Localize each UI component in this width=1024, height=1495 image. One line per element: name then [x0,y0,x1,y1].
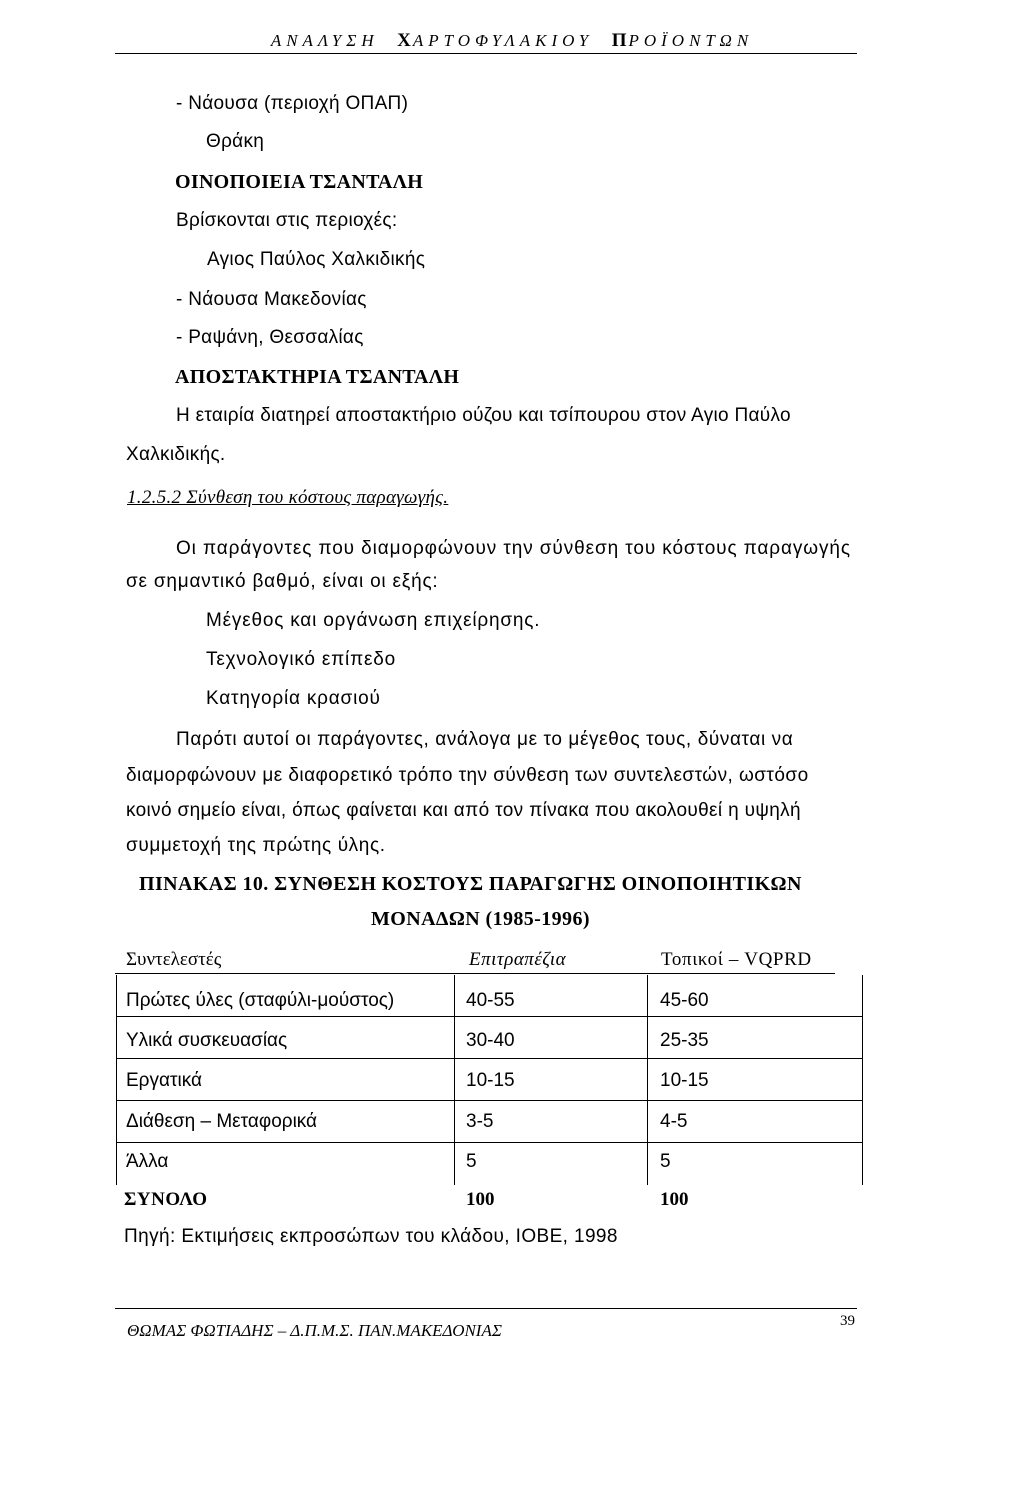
heading-apostaktiria: ΑΠΟΣΤΑΚΤΗΡΙΑ ΤΣΑΝΤΑΛΗ [175,366,460,388]
footer-author: ΘΩΜΑΣ ΦΩΤΙΑΔΗΣ – Δ.Π.Μ.Σ. ΠΑΝ.ΜΑΚΕΔΟΝΙΑΣ [127,1321,502,1340]
table-cell: 5 [660,1151,671,1172]
table-cell: 5 [466,1151,477,1172]
running-header-word3: ΡΟΪΟΝΤΩΝ [628,31,754,50]
table-cell: 45-60 [660,990,709,1011]
heading-tsantali: ΟΙΝΟΠΟΙΕΙΑ ΤΣΑΝΤΑΛΗ [175,171,424,193]
table-title-line2: ΜΟΝΑΔΩΝ (1985-1996) [371,908,590,930]
running-header [0,30,1024,52]
page-number: 39 [840,1313,855,1329]
para-apostaktirio-line1: Η εταιρία διατηρεί αποστακτήριο ούζου και τσίπουρου στον Αγιο Παύλο [176,405,791,426]
line-naousa-opap: - Νάουσα (περιοχή ΟΠΑΠ) [176,93,409,114]
table-header-local-vqprd: Τοπικοί – VQPRD [661,949,812,970]
line-thraki: Θράκη [206,131,265,152]
para-despite-line1: Παρότι αυτοί οι παράγοντες, ανάλογα με το μέγεθος τους, δύναται να [176,729,794,750]
line-found-in: Βρίσκονται στις περιοχές: [176,210,398,231]
section-heading: 1.2.5.2 Σύνθεση του κόστους παραγωγής. [127,487,449,508]
header-rule [115,53,857,54]
table-border-right [862,975,863,1185]
running-header-initial2: Χ [397,30,413,51]
running-header-word1: ΑΝΑΛΥΣΗ [270,31,379,50]
factor-wine-category: Κατηγορία κρασιού [206,688,381,709]
para-despite-line4: συμμετοχή της πρώτης ύλης. [126,835,386,856]
table-title-line1: ΠΙΝΑΚΑΣ 10. ΣΥΝΘΕΣΗ ΚΟΣΤΟΥΣ ΠΑΡΑΓΩΓΗΣ ΟΙΝΟΠΟΙΗΤΙΚΩΝ [139,873,802,895]
table-total-value: 100 [660,1189,689,1210]
table-row-divider [116,1058,863,1059]
line-naousa-makedonias: - Νάουσα Μακεδονίας [176,289,367,310]
para-despite-line3: κοινό σημείο είναι, όπως φαίνεται και από τον πίνακα που ακολουθεί η υψηλή [126,800,801,821]
table-cell: Υλικά συσκευασίας [126,1030,288,1051]
table-border-col1 [454,975,455,1185]
table-cell: Διάθεση – Μεταφορικά [126,1111,318,1132]
running-header-word2: ΑΡΤΟΦΥΛΑΚΙΟΥ [412,31,594,50]
table-row-divider [116,1016,863,1017]
table-cell: Πρώτες ύλες (σταφύλι-μούστος) [126,990,395,1011]
table-cell: 3-5 [466,1111,494,1132]
line-agios-pavlos: Αγιος Παύλος Χαλκιδικής [207,249,426,270]
table-source: Πηγή: Εκτιμήσεις εκπροσώπων του κλάδου, ΙΟΒΕ, 1998 [124,1226,618,1247]
para-factors-line2: σε σημαντικό βαθμό, είναι οι εξής: [126,571,439,592]
table-header-factors: Συντελεστές [126,949,222,970]
table-cell: 10-15 [466,1070,515,1091]
para-factors-line1: Οι παράγοντες που διαμορφώνουν την σύνθεση του κόστους παραγωγής [176,538,851,559]
table-total-label: ΣΥΝΟΛΟ [124,1189,208,1210]
para-apostaktirio-line2: Χαλκιδικής. [126,444,226,465]
table-header-rule [115,973,835,974]
running-header-initial3: Π [611,30,629,51]
table-cell: 4-5 [660,1111,688,1132]
table-cell: 40-55 [466,990,515,1011]
table-border-col2 [647,975,648,1185]
table-total-value: 100 [466,1189,495,1210]
line-rapsani: - Ραψάνη, Θεσσαλίας [176,327,364,348]
table-cell: Εργατικά [126,1070,202,1091]
factor-technology: Τεχνολογικό επίπεδο [206,649,397,670]
table-cell: Άλλα [126,1151,169,1172]
table-header-table-wine: Επιτραπέζια [469,949,567,970]
table-cell: 30-40 [466,1030,515,1051]
table-cell: 25-35 [660,1030,709,1051]
table-row-divider [116,1142,863,1143]
table-cell: 10-15 [660,1070,709,1091]
para-despite-line2: διαμορφώνουν με διαφορετικό τρόπο την σύνθεση των συντελεστών, ωστόσο [126,765,809,786]
factor-size: Μέγεθος και οργάνωση επιχείρησης. [206,610,541,631]
footer-rule [115,1308,857,1309]
table-border-left [116,975,117,1185]
table-row-divider [116,1100,863,1101]
